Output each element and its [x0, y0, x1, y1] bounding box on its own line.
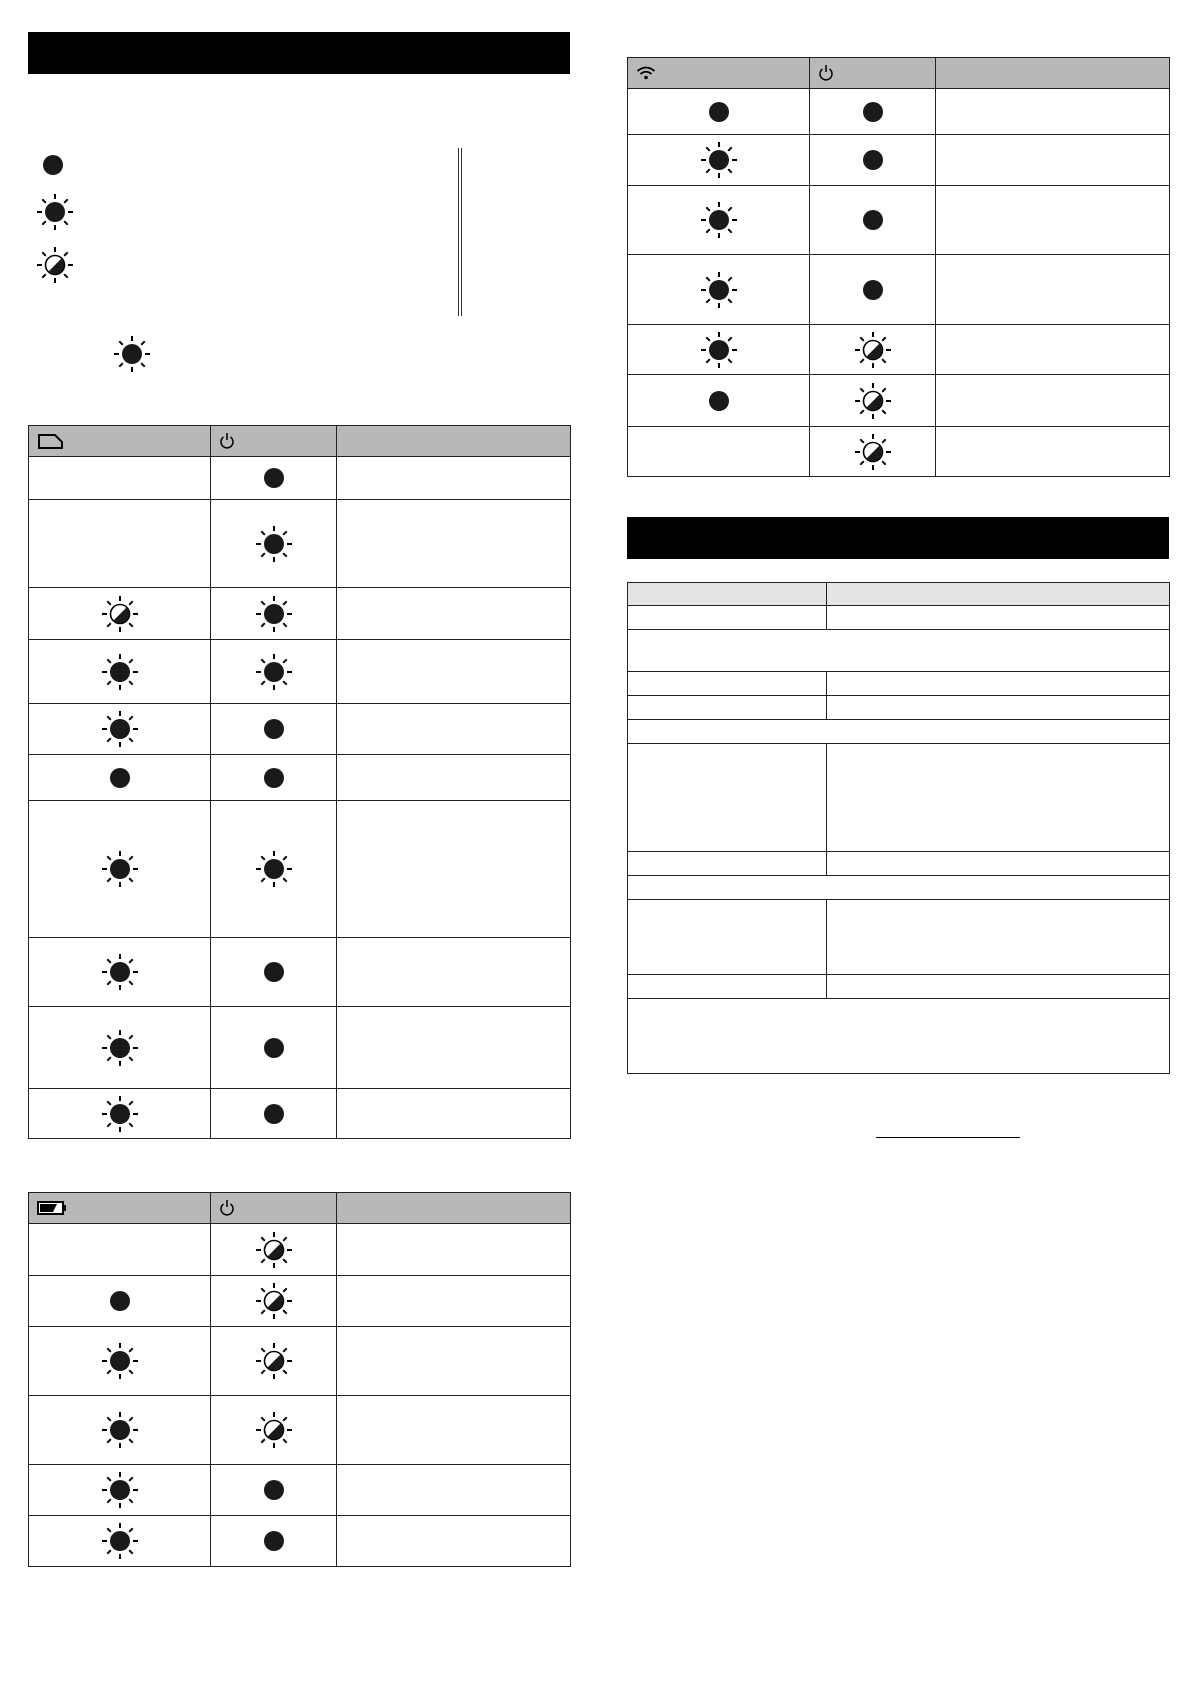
table-row [29, 1327, 571, 1396]
spec-value-cell [827, 852, 1170, 876]
power-indicator-cell [211, 588, 337, 640]
power-indicator-cell [211, 1089, 337, 1139]
wifi-icon [636, 65, 656, 81]
table-row [29, 755, 571, 801]
power-indicator-cell [211, 640, 337, 704]
led-off-icon [862, 149, 884, 171]
spec-row [628, 606, 1170, 630]
led-on-icon [256, 654, 292, 690]
led-on-icon [256, 851, 292, 887]
table-row [29, 1007, 571, 1089]
table-header [628, 58, 1170, 89]
led-off-icon [263, 1103, 285, 1125]
spec-row [628, 975, 1170, 999]
spec-section-cell [628, 999, 1170, 1074]
indicator-cell [628, 375, 810, 427]
indicator-cell [628, 89, 810, 135]
led-off-icon [263, 718, 285, 740]
led-off-icon [708, 101, 730, 123]
led-off-icon [263, 961, 285, 983]
led-on-icon [102, 654, 138, 690]
led-blink-icon [855, 332, 891, 368]
power-icon [818, 64, 834, 82]
power-indicator-cell [211, 457, 337, 500]
power-indicator-cell [211, 938, 337, 1007]
led-on-icon [114, 336, 150, 372]
table-row [29, 1224, 571, 1276]
power-indicator-cell [211, 1007, 337, 1089]
description-cell [337, 500, 571, 588]
power-indicator-cell [810, 135, 936, 186]
led-blink-icon [855, 434, 891, 470]
indicator-cell [29, 1089, 211, 1139]
led-off-icon [862, 101, 884, 123]
label-icon [37, 432, 65, 450]
led-on-icon [102, 1343, 138, 1379]
legend-blink [37, 247, 73, 283]
legend-divider-2 [461, 148, 462, 316]
table-row [29, 457, 571, 500]
led-off-icon [263, 1037, 285, 1059]
description-cell [337, 457, 571, 500]
wifi-led-table [627, 57, 1170, 477]
spec-item-cell [628, 606, 827, 630]
power-indicator-cell [810, 375, 936, 427]
section-header-bar-right [627, 517, 1169, 559]
table-header [29, 426, 571, 457]
led-on-icon [37, 194, 73, 230]
led-off-icon [109, 767, 131, 789]
led-on-icon [701, 202, 737, 238]
spec-item-cell [628, 672, 827, 696]
spec-section-row [628, 999, 1170, 1074]
description-cell [337, 588, 571, 640]
led-off-icon [109, 1290, 131, 1312]
indicator-cell [29, 755, 211, 801]
spec-value-header [827, 583, 1170, 606]
description-cell [337, 1089, 571, 1139]
power-icon [219, 432, 235, 450]
spec-row [628, 900, 1170, 975]
power-indicator-cell [211, 704, 337, 755]
battery-column-header [29, 1193, 211, 1224]
led-off-icon [862, 209, 884, 231]
table-row [29, 801, 571, 938]
spec-section-cell [628, 720, 1170, 744]
led-on-icon [102, 1523, 138, 1559]
description-cell [936, 255, 1170, 325]
led-off-icon [263, 467, 285, 489]
power-indicator-cell [211, 1396, 337, 1465]
legend-extra [114, 336, 150, 372]
spec-row [628, 744, 1170, 852]
indicator-cell [29, 1224, 211, 1276]
table-row [29, 1276, 571, 1327]
led-on-icon [102, 954, 138, 990]
description-column-header [337, 426, 571, 457]
indicator-cell [29, 640, 211, 704]
battery-icon [37, 1200, 67, 1216]
description-cell [337, 704, 571, 755]
power-indicator-cell [810, 325, 936, 375]
led-on-icon [102, 851, 138, 887]
power-indicator-cell [810, 255, 936, 325]
description-cell [936, 135, 1170, 186]
wifi-column-header [628, 58, 810, 89]
led-on-icon [102, 1096, 138, 1132]
spec-value-cell [827, 975, 1170, 999]
led-on-icon [102, 711, 138, 747]
led-on-icon [256, 526, 292, 562]
description-cell [936, 427, 1170, 477]
power-indicator-cell [211, 500, 337, 588]
legend-on [37, 194, 73, 230]
indicator-cell [628, 186, 810, 255]
led-off-icon [862, 279, 884, 301]
spec-item-cell [628, 744, 827, 852]
table-row [29, 938, 571, 1007]
label-column-header [29, 426, 211, 457]
led-on-icon [256, 596, 292, 632]
power-icon [219, 1199, 235, 1217]
led-on-icon [701, 142, 737, 178]
table-row [29, 1089, 571, 1139]
spec-item-cell [628, 696, 827, 720]
spec-section-row [628, 720, 1170, 744]
footer-rule [876, 1137, 1020, 1138]
description-cell [337, 1224, 571, 1276]
led-blink-icon [256, 1343, 292, 1379]
table-row [628, 325, 1170, 375]
power-indicator-cell [211, 1327, 337, 1396]
indicator-cell [29, 500, 211, 588]
table-row [628, 427, 1170, 477]
indicator-cell [628, 255, 810, 325]
power-indicator-cell [810, 186, 936, 255]
led-blink-icon [102, 596, 138, 632]
description-cell [936, 89, 1170, 135]
spec-value-cell [827, 672, 1170, 696]
table-row [628, 375, 1170, 427]
spec-value-cell [827, 606, 1170, 630]
indicator-cell [29, 938, 211, 1007]
spec-section-row [628, 876, 1170, 900]
battery-led-table [28, 1192, 571, 1567]
description-cell [337, 1327, 571, 1396]
description-cell [337, 1396, 571, 1465]
led-off-icon [708, 390, 730, 412]
power-column-header [810, 58, 936, 89]
description-cell [337, 640, 571, 704]
indicator-cell [628, 135, 810, 186]
legend-off [42, 154, 64, 176]
description-cell [337, 1516, 571, 1567]
label-led-table [28, 425, 571, 1139]
indicator-cell [29, 1276, 211, 1327]
led-blink-icon [855, 383, 891, 419]
led-blink-icon [37, 247, 73, 283]
table-header [628, 583, 1170, 606]
led-off-icon [263, 1530, 285, 1552]
indicator-cell [29, 801, 211, 938]
power-indicator-cell [211, 1465, 337, 1516]
spec-row [628, 672, 1170, 696]
table-row [29, 704, 571, 755]
power-indicator-cell [211, 1276, 337, 1327]
led-on-icon [701, 332, 737, 368]
led-off-icon [263, 1479, 285, 1501]
indicator-cell [29, 1396, 211, 1465]
description-cell [337, 1007, 571, 1089]
spec-value-cell [827, 900, 1170, 975]
description-cell [936, 375, 1170, 427]
table-row [628, 135, 1170, 186]
table-row [628, 186, 1170, 255]
led-off-icon [263, 767, 285, 789]
table-row [29, 1396, 571, 1465]
section-header-bar-left [28, 32, 570, 74]
spec-section-cell [628, 876, 1170, 900]
indicator-cell [29, 457, 211, 500]
led-on-icon [102, 1030, 138, 1066]
power-indicator-cell [211, 755, 337, 801]
spec-item-cell [628, 852, 827, 876]
table-row [29, 500, 571, 588]
description-cell [337, 755, 571, 801]
table-row [29, 1516, 571, 1567]
spec-item-cell [628, 900, 827, 975]
description-cell [337, 1465, 571, 1516]
indicator-cell [29, 588, 211, 640]
indicator-cell [29, 1516, 211, 1567]
legend-divider [458, 148, 459, 316]
led-blink-icon [256, 1232, 292, 1268]
power-indicator-cell [211, 1516, 337, 1567]
spec-section-cell [628, 630, 1170, 672]
power-column-header [211, 426, 337, 457]
spec-value-cell [827, 744, 1170, 852]
indicator-cell [29, 1327, 211, 1396]
table-header [29, 1193, 571, 1224]
power-indicator-cell [211, 1224, 337, 1276]
description-column-header [337, 1193, 571, 1224]
table-row [628, 89, 1170, 135]
led-on-icon [102, 1412, 138, 1448]
power-indicator-cell [810, 89, 936, 135]
indicator-cell [29, 1465, 211, 1516]
spec-section-row [628, 630, 1170, 672]
table-row [628, 255, 1170, 325]
led-off-icon [42, 154, 64, 176]
indicator-cell [628, 325, 810, 375]
description-cell [936, 186, 1170, 255]
description-cell [936, 325, 1170, 375]
led-on-icon [701, 272, 737, 308]
power-indicator-cell [211, 801, 337, 938]
table-row [29, 640, 571, 704]
spec-row [628, 696, 1170, 720]
spec-row [628, 852, 1170, 876]
led-blink-icon [256, 1283, 292, 1319]
description-column-header [936, 58, 1170, 89]
spec-item-header [628, 583, 827, 606]
spec-value-cell [827, 696, 1170, 720]
specification-table [627, 582, 1170, 1074]
indicator-cell [29, 1007, 211, 1089]
led-blink-icon [256, 1412, 292, 1448]
description-cell [337, 801, 571, 938]
indicator-cell [29, 704, 211, 755]
indicator-cell [628, 427, 810, 477]
power-column-header [211, 1193, 337, 1224]
spec-item-cell [628, 975, 827, 999]
table-row [29, 588, 571, 640]
led-on-icon [102, 1472, 138, 1508]
power-indicator-cell [810, 427, 936, 477]
table-row [29, 1465, 571, 1516]
description-cell [337, 1276, 571, 1327]
description-cell [337, 938, 571, 1007]
